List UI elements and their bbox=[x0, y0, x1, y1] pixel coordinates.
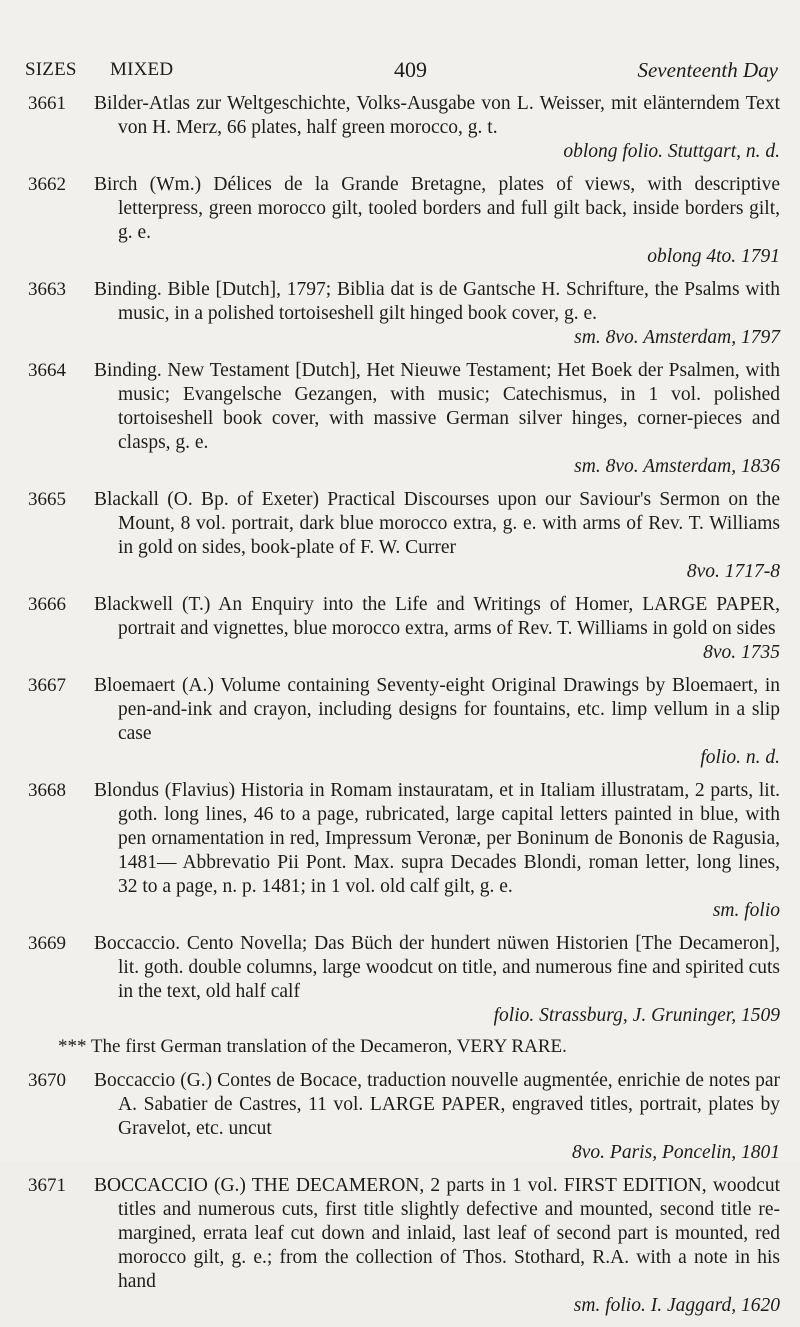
lot-entry bbox=[28, 932, 780, 1028]
lot-number: 3665 bbox=[28, 489, 66, 510]
lot-description bbox=[94, 173, 780, 269]
lot-entry bbox=[28, 488, 780, 584]
lot-imprint: oblong folio. Stuttgart, n. d. bbox=[563, 141, 780, 162]
lot-number: 3667 bbox=[28, 675, 66, 696]
lot-text: Blackall (O. Bp. of Exeter) Practical Discourses upon our Saviour's Sermon on the Mount, 8 vol. portrait, dark blue morocco extra, g. e. with arms of Rev. T. Williams in gold on sides, book-plate of F. W. Currer bbox=[94, 489, 780, 558]
lot-description bbox=[94, 359, 780, 479]
lot-text: Birch (Wm.) Délices de la Grande Bretagne, plates of views, with descriptive letterpress, green morocco gilt, tooled borders and full gilt back, inside borders gilt, g. e. bbox=[94, 174, 780, 243]
lot-imprint: sm. folio. I. Jaggard, 1620 bbox=[573, 1295, 780, 1316]
lot-note: *** The first German translation of the Decameron, VERY RARE. bbox=[58, 1036, 567, 1057]
lot-number: 3661 bbox=[28, 93, 66, 114]
page-header bbox=[25, 58, 778, 82]
lot-imprint: sm. 8vo. Amsterdam, 1836 bbox=[574, 456, 780, 477]
header-sizes: SIZES bbox=[25, 59, 77, 80]
lot-number: 3662 bbox=[28, 174, 66, 195]
lot-text: Bilder-Atlas zur Weltgeschichte, Volks-Ausgabe von L. Weisser, mit elänterndem Text von H. Merz, 66 plates, half green morocco, g. t. bbox=[94, 93, 780, 138]
lot-description bbox=[94, 674, 780, 770]
lot-entry bbox=[28, 1069, 780, 1165]
lot-description bbox=[94, 1174, 780, 1318]
lot-entry bbox=[28, 674, 780, 770]
lot-text: Blondus (Flavius) Historia in Romam instauratam, et in Italiam illustratam, 2 parts, lit. goth. long lines, 46 to a page, rubricated, large capital letters painted in blue, with pen ornamentation in red, Impressum Veronæ, per Boninum de Bononis de Ragusia, 1481— Abbrevatio Pii Pont. Max. supra Decades Blondi, roman letter, long lines, 32 to a page, n. p. 1481; in 1 vol. old calf gilt, g. e. bbox=[94, 780, 780, 897]
lot-description bbox=[94, 488, 780, 584]
lot-list bbox=[28, 92, 780, 1327]
lot-imprint: sm. 8vo. Amsterdam, 1797 bbox=[574, 327, 780, 348]
lot-description bbox=[94, 779, 780, 923]
lot-description bbox=[94, 92, 780, 164]
lot-number: 3663 bbox=[28, 279, 66, 300]
lot-text: Binding. Bible [Dutch], 1797; Biblia dat is de Gantsche H. Schrifture, the Psalms with music, in a polished tortoiseshell gilt hinged book cover, g. e. bbox=[94, 279, 780, 324]
lot-entry bbox=[28, 173, 780, 269]
lot-description bbox=[94, 932, 780, 1028]
page-number: 409 bbox=[394, 57, 427, 82]
lot-entry bbox=[28, 1174, 780, 1318]
lot-entry bbox=[28, 359, 780, 479]
lot-text: Boccaccio (G.) Contes de Bocace, traduction nouvelle augmentée, enrichie de notes par A. Sabatier de Castres, 11 vol. LARGE PAPER, engraved titles, portrait, plates by Gravelot, etc. uncut bbox=[94, 1070, 780, 1139]
header-mixed: MIXED bbox=[110, 59, 174, 80]
lot-text: Boccaccio. Cento Novella; Das Büch der hundert nüwen Historien [The Decameron], lit. goth. double columns, large woodcut on title, and numerous fine and spirited cuts in the text, old half calf bbox=[94, 933, 780, 1002]
lot-text: Blackwell (T.) An Enquiry into the Life and Writings of Homer, LARGE PAPER, portrait and vignettes, blue morocco extra, arms of Rev. T. Williams in gold on sides bbox=[94, 594, 780, 639]
lot-number: 3664 bbox=[28, 360, 66, 381]
lot-imprint: 8vo. 1717-8 bbox=[686, 561, 780, 582]
lot-imprint: 8vo. Paris, Poncelin, 1801 bbox=[572, 1142, 780, 1163]
lot-description bbox=[94, 1069, 780, 1165]
lot-number: 3666 bbox=[28, 594, 66, 615]
lot-text: BOCCACCIO (G.) THE DECAMERON, 2 parts in 1 vol. FIRST EDITION, woodcut titles and numerous cuts, first title slightly defective and mounted, second title re-margined, errata leaf cut down and inlaid, last leaf of second part is mounted, red morocco gilt, g. e.; from the collection of Thos. Stothard, R.A. with a note in his hand bbox=[94, 1175, 780, 1292]
lot-entry bbox=[28, 593, 780, 665]
lot-number: 3668 bbox=[28, 780, 66, 801]
header-day: Seventeenth Day bbox=[637, 58, 778, 82]
lot-imprint: oblong 4to. 1791 bbox=[647, 246, 780, 267]
lot-entry bbox=[28, 92, 780, 164]
lot-description bbox=[94, 593, 780, 665]
lot-entry bbox=[28, 779, 780, 923]
lot-text: Binding. New Testament [Dutch], Het Nieuwe Testament; Het Boek der Psalmen, with music; Evangelsche Gezangen, with music; Catechismus, in 1 vol. polished tortoiseshell book cover, with massive German silver hinges, corner-pieces and clasps, g. e. bbox=[94, 360, 780, 453]
lot-imprint: folio. n. d. bbox=[700, 747, 780, 768]
lot-description bbox=[94, 278, 780, 350]
lot-number: 3670 bbox=[28, 1070, 66, 1091]
lot-entry bbox=[28, 278, 780, 350]
lot-imprint: sm. folio bbox=[712, 900, 780, 921]
lot-number: 3669 bbox=[28, 933, 66, 954]
lot-text: Bloemaert (A.) Volume containing Seventy-eight Original Drawings by Bloemaert, in pen-and-ink and crayon, including designs for fountains, etc. limp vellum in a slip case bbox=[94, 675, 780, 744]
lot-imprint: folio. Strassburg, J. Gruninger, 1509 bbox=[493, 1005, 780, 1026]
lot-imprint: 8vo. 1735 bbox=[703, 642, 780, 663]
lot-number: 3671 bbox=[28, 1175, 66, 1196]
